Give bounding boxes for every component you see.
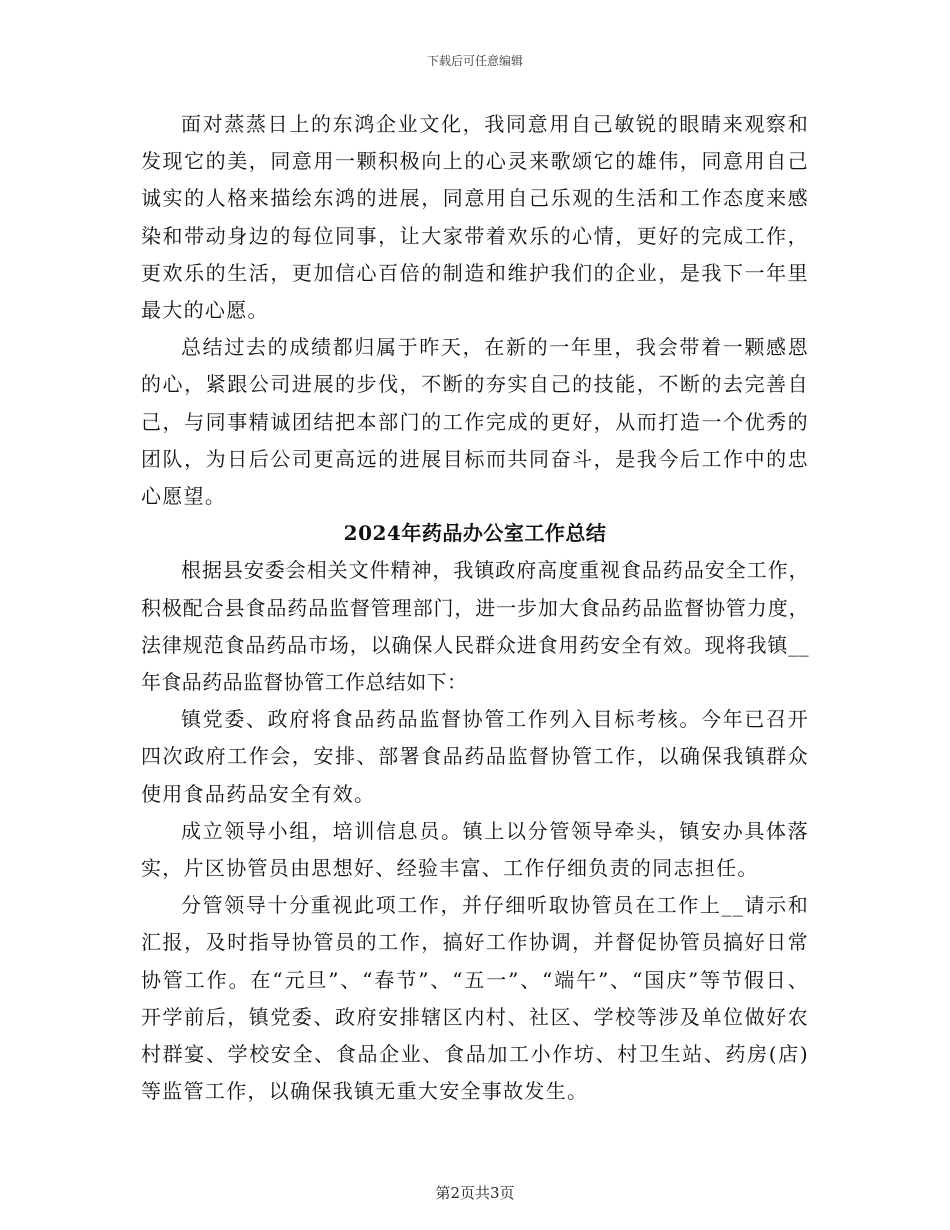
paragraph-summary-outlook: 总结过去的成绩都归属于昨天，在新的一年里，我会带着一颗感恩的心，紧跟公司进展的步伐，不断的夯实自己的技能，不断的去完善自己，与同事精诚团结把本部门的工作完成的更好，从而打造一个优秀的团队，为日后公司更高远的进展目标而共同奋斗，是我今后工作中的忠心愿望。 [141, 335, 809, 509]
document-body [141, 106, 809, 1110]
section-title: 2024年药品办公室工作总结 [343, 521, 607, 546]
paragraph-intro: 根据县安委会相关文件精神，我镇政府高度重视食品药品安全工作，积极配合县食品药品监督管理部门，进一步加大食品药品监督协管力度，法律规范食品药品市场，以确保人民群众进食用药安全有效。现将我镇__年食品药品监督协管工作总结如下： [141, 558, 809, 695]
paragraph-leadership-group: 成立领导小组，培训信息员。镇上以分管领导牵头，镇安办具体落实，片区协管员由思想好、经验丰富、工作仔细负责的同志担任。 [141, 818, 809, 881]
paragraph-corporate-culture: 面对蒸蒸日上的东鸿企业文化，我同意用自己敏锐的眼睛来观察和发现它的美，同意用一颗积极向上的心灵来歌颂它的雄伟，同意用自己诚实的人格来描绘东鸿的进展，同意用自己乐观的生活和工作态度来感染和带动身边的每位同事，让大家带着欢乐的心情，更好的完成工作，更欢乐的生活，更加信心百倍的制造和维护我们的企业，是我下一年里最大的心愿。 [141, 112, 809, 323]
page-header-note: 下载后可任意编辑 [426, 54, 523, 68]
paragraph-daily-supervision: 分管领导十分重视此项工作，并仔细听取协管员在工作上__请示和汇报，及时指导协管员的工作，搞好工作协调，并督促协管员搞好日常协管工作。在“元旦”、“春节”、“五一”、“端午”、“国庆”等节假日、开学前后，镇党委、政府安排辖区内村、社区、学校等涉及单位做好农村群宴、学校安全、食品企业、食品加工小作坊、村卫生站、药房(店)等监管工作，以确保我镇无重大安全事故发生。 [141, 893, 809, 1104]
paragraph-target-assessment: 镇党委、政府将食品药品监督协管工作列入目标考核。今年已召开四次政府工作会，安排、部署食品药品监督协管工作，以确保我镇群众使用食品药品安全有效。 [141, 707, 809, 806]
page-number: 第2页共3页 [435, 1184, 515, 1202]
